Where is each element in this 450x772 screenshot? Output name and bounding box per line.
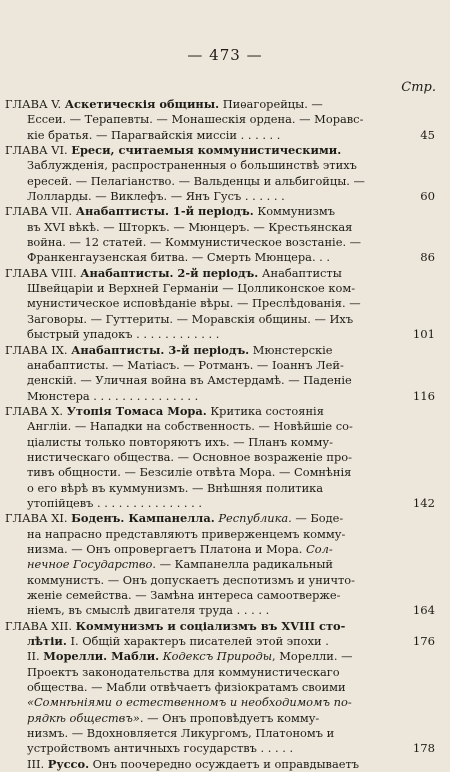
toc-text: утопійцевъ . . . . . . . . . . . . . . . [27, 495, 203, 510]
toc-line [5, 158, 435, 173]
toc-line [5, 250, 435, 265]
toc-line [5, 527, 435, 542]
toc-line [5, 189, 435, 204]
toc-line [5, 143, 435, 158]
toc-text: устройствомъ античныхъ государствъ . . . . . [27, 741, 294, 756]
toc-line [5, 542, 435, 557]
toc-line [5, 741, 435, 756]
toc-text: ГЛАВА VIII. [5, 265, 81, 280]
toc-line [5, 281, 435, 296]
toc-text: Англіи. — Нападки на собственность. — Новѣйшіе со- [27, 419, 353, 434]
toc-line [5, 296, 435, 311]
toc-text: Кодексъ Природы [162, 649, 273, 664]
toc-text: Анабаптисты. 2-й періодъ. [80, 265, 259, 280]
toc-text: Аскетическія общины. [64, 97, 220, 111]
toc-text: Анабаптисты. 3-й періодъ. [71, 342, 250, 357]
toc-text: II. [27, 649, 44, 664]
toc-text: ціалисты только повторяютъ ихъ. — Планъ комму- [27, 434, 333, 449]
toc-page-number: 86 [420, 250, 435, 265]
toc-line [5, 680, 435, 695]
toc-text: о его вѣрѣ въ куммунизмъ. — Внѣшняя политика [27, 480, 324, 495]
toc-text: «Сомнѣніями о естественномъ и необходимомъ по- [27, 695, 352, 710]
toc-line [5, 511, 435, 526]
toc-text: III. [27, 756, 48, 771]
toc-line [5, 343, 435, 358]
toc-text: ересей. — Пелагіанство. — Вальденцы и альбигойцы. — [27, 173, 365, 188]
toc-text: Утопія Томаса Мора. [66, 403, 207, 418]
toc-text: Мюнстера . . . . . . . . . . . . . . . [27, 388, 199, 403]
toc-text: рядкѣ обществъ». [27, 710, 144, 725]
toc-text: быстрый упадокъ . . . . . . . . . . . . [27, 327, 220, 342]
toc-text: низма. — Онъ опровергаетъ Платона и Мора. [27, 541, 306, 556]
toc-text: ніемъ, въ смыслѣ двигателя труда . . . . . [27, 603, 270, 618]
toc-line [5, 695, 435, 710]
toc-text: Критика состоянія [206, 403, 324, 418]
toc-text: Франкенгаузенская битва. — Смерть Мюнцера. . . [27, 250, 331, 265]
toc-text: мунистическое исповѣданіе вѣры. — Преслѣдованія. — [27, 296, 361, 311]
toc-line [5, 711, 435, 726]
toc-line [5, 573, 435, 588]
toc-text: ГЛАВА XII. [5, 618, 76, 633]
toc-text: нистическаго общества. — Основное возраженіе про- [27, 449, 353, 464]
toc-text: Проектъ законодательства для коммунистическаго [27, 664, 340, 679]
toc-text: ГЛАВА IX. [5, 342, 72, 357]
toc-text: Заговоры. — Гуттериты. — Моравскія общины. — Ихъ [27, 311, 354, 326]
toc-text: Анабаптисты. 1-й періодъ. [75, 204, 254, 219]
toc-text: Пиѳагорейцы. — [219, 97, 323, 111]
toc-line [5, 481, 435, 496]
toc-page-number: 116 [412, 388, 435, 403]
toc-text: Ессеи. — Терапевты. — Монашескія ордена. — Моравс- [27, 112, 364, 127]
page-column-header: Стр. [401, 80, 436, 95]
toc-line [5, 634, 435, 649]
toc-line [5, 649, 435, 664]
toc-text: коммунистъ. — Онъ допускаетъ деспотизмъ и уничто- [27, 572, 355, 587]
toc-text: ГЛАВА VII. [5, 204, 76, 219]
toc-line [5, 373, 435, 388]
toc-line [5, 450, 435, 465]
toc-text: ГЛАВА X. [5, 403, 67, 418]
toc-text: ГЛАВА XI. [5, 511, 72, 526]
toc-text: денскій. — Уличная война въ Амстердамѣ. — Паденіе [27, 373, 352, 388]
toc-line [5, 174, 435, 189]
toc-line [5, 112, 435, 127]
toc-text: Швейцаріи и Верхней Германіи — Цолликонское ком- [27, 281, 356, 296]
toc-text: кіе братья. — Парагвайскія миссіи . . . . . . [27, 127, 281, 142]
table-of-contents [5, 97, 435, 772]
page-number: — 473 — [187, 46, 263, 64]
toc-page-number: 60 [420, 189, 435, 204]
toc-line [5, 404, 435, 419]
toc-text: Мюнстерскіе [249, 342, 333, 357]
toc-text: Коммунизмъ и соціализмъ въ XVIII сто- [75, 618, 346, 633]
toc-text: въ XVI вѣкѣ. — Шторкъ. — Мюнцеръ. — Крестьянская [27, 219, 353, 234]
toc-text: ГЛАВА V. [5, 97, 65, 111]
toc-text: общества. — Мабли отвѣчаетъ физіократамъ своими [27, 680, 346, 695]
toc-line [5, 389, 435, 404]
toc-text: — Боде- [291, 511, 344, 526]
toc-text: Морелли. Мабли. [43, 649, 160, 664]
toc-line [5, 204, 435, 219]
toc-line [5, 757, 435, 772]
toc-line [5, 557, 435, 572]
toc-page-number: 178 [412, 741, 435, 756]
toc-page-number: 45 [420, 127, 435, 142]
toc-line [5, 619, 435, 634]
toc-line [5, 128, 435, 143]
toc-text: Руссо. [47, 756, 90, 771]
toc-line [5, 235, 435, 250]
toc-line [5, 465, 435, 480]
toc-line [5, 220, 435, 235]
toc-line [5, 665, 435, 680]
toc-text: анабаптисты. — Матіасъ. — Ротманъ. — Іоаннъ Лей- [27, 357, 344, 372]
toc-line [5, 419, 435, 434]
toc-line [5, 266, 435, 281]
toc-line [5, 603, 435, 618]
toc-text: , Морелли. — [272, 649, 353, 664]
toc-text: Коммунизмъ [253, 204, 335, 219]
toc-line [5, 97, 435, 112]
toc-text: Лолларды. — Виклефъ. — Янъ Гусъ . . . . . . [27, 189, 285, 204]
toc-text: лѣтіи. [27, 634, 67, 649]
toc-text: Анабаптисты [258, 265, 342, 280]
toc-line [5, 358, 435, 373]
toc-text: война. — 12 статей. — Коммунистическое возстаніе. — [27, 235, 362, 250]
toc-line [5, 327, 435, 342]
toc-text: низмъ. — Вдохновляется Ликургомъ, Платономъ и [27, 726, 335, 741]
toc-page-number: 142 [412, 495, 435, 510]
toc-text: на напрасно представляютъ приверженцемъ комму- [27, 526, 346, 541]
toc-line [5, 312, 435, 327]
toc-text: Ереси, считаемыя коммунистическими. [71, 143, 342, 158]
toc-text: — Кампанелла радикальный [156, 557, 334, 572]
toc-text: — Онъ проповѣдуетъ комму- [143, 710, 320, 725]
toc-page-number: 101 [412, 327, 435, 342]
toc-text: Сол- [306, 541, 333, 556]
toc-line [5, 435, 435, 450]
toc-line [5, 726, 435, 741]
toc-text: ГЛАВА VI. [5, 143, 72, 158]
toc-page-number: 176 [412, 634, 435, 649]
toc-text: Заблужденія, распространенныя о большинствѣ этихъ [27, 158, 357, 173]
toc-line [5, 496, 435, 511]
toc-text: Боденъ. Кампанелла. [71, 511, 215, 526]
toc-text: Республика. [218, 511, 292, 526]
toc-text: I. Общій характеръ писателей этой эпохи . [66, 634, 329, 649]
toc-text: женіе семейства. — Замѣна интереса самоотверже- [27, 588, 341, 602]
toc-line [5, 588, 435, 603]
toc-text: тивъ общности. — Безсиліе отвѣта Мора. — Сомнѣнія [27, 465, 352, 480]
toc-text: нечное Государство. [27, 557, 157, 572]
toc-text: Онъ поочередно осуждаетъ и оправдываетъ [89, 756, 360, 771]
toc-page-number: 164 [412, 603, 435, 618]
